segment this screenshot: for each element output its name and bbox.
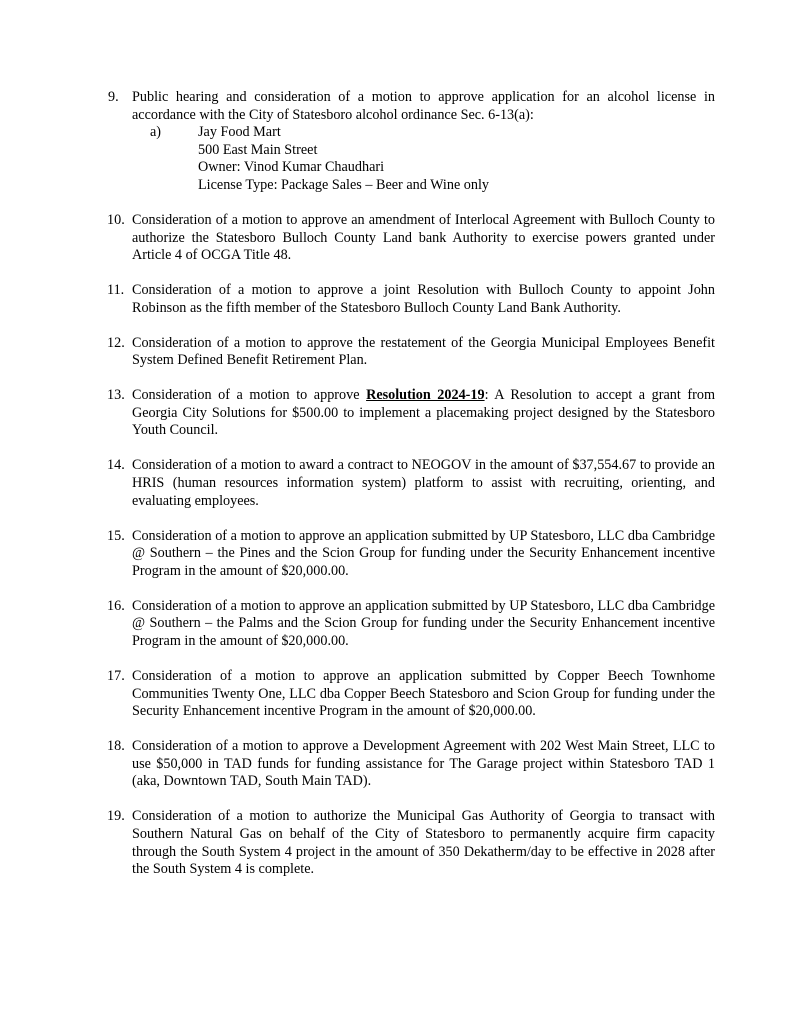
- license-type: License Type: Package Sales – Beer and Wine only: [198, 176, 490, 193]
- item-text: Public hearing and consideration of a motion to approve application for an alcohol license in accordance with the City of Statesboro alcohol ordinance Sec. 6-13(a):: [132, 89, 715, 123]
- agenda-item-13: [107, 387, 715, 440]
- agenda-item-19: [107, 808, 715, 878]
- business-name: Jay Food Mart: [198, 124, 281, 141]
- item-text: Consideration of a motion to authorize the Municipal Gas Authority of Georgia to transact with Southern Natural Gas on behalf of the City of Statesboro to permanently acquire firm capacity through the South System 4 project in the amount of 350 Dekatherm/day to be effective in 2028 after the South System 4 is complete.: [132, 808, 715, 878]
- item-number: 10.: [107, 211, 125, 228]
- item-text: Consideration of a motion to approve an application submitted by Copper Beech Townhome Communities Twenty One, LLC dba Copper Beech Statesboro and Scion Group for funding under the Security Enhancement incentive Program in the amount of $20,000.00.: [132, 667, 715, 720]
- resolution-number: Resolution 2024-19: [366, 387, 485, 404]
- item-text: Consideration of a motion to approve an amendment of Interlocal Agreement with Bulloch County to authorize the Statesboro Bulloch County Land bank Authority to exercise powers granted under Article 4 of OCGA Title 48.: [132, 211, 715, 264]
- agenda-item-10: [107, 212, 715, 265]
- business-address: 500 East Main Street: [198, 141, 318, 158]
- agenda-list: [107, 89, 715, 896]
- agenda-item-18: [107, 738, 715, 791]
- item-text: Consideration of a motion to award a contract to NEOGOV in the amount of $37,554.67 to provide an HRIS (human resources information system) platform to assist with recruiting, orienting, and evaluating employees.: [132, 457, 715, 509]
- item-number: 9.: [108, 89, 119, 105]
- item-text: Consideration of a motion to approve a Development Agreement with 202 West Main Street, LLC to use $50,000 in TAD funds for funding assistance for The Garage project within Statesboro TAD 1 (aka, Downtown TAD, South Main TAD).: [132, 738, 715, 790]
- item-number: 12.: [107, 334, 125, 351]
- item-text-after: : A Resolution to accept a grant from Georgia City Solutions for $500.00 to implement a placemaking project designed by the Statesboro Youth Council.: [132, 387, 715, 439]
- sub-item-label: a): [150, 124, 162, 141]
- item-number: 17.: [107, 667, 125, 684]
- agenda-item-16: [107, 598, 715, 651]
- item-text-before: Consideration of a motion to approve: [132, 387, 367, 404]
- agenda-item-14: [107, 457, 715, 510]
- item-number: 16.: [107, 597, 125, 614]
- agenda-item-11: [107, 282, 715, 317]
- item-number: 11.: [107, 282, 125, 299]
- item-number: 18.: [107, 738, 125, 755]
- business-owner: Owner: Vinod Kumar Chaudhari: [198, 159, 385, 176]
- item-number: 19.: [107, 808, 125, 825]
- item-text: [132, 387, 715, 440]
- item-number: 13.: [107, 387, 125, 404]
- agenda-item-15: [107, 528, 715, 581]
- sub-item-a: [132, 124, 715, 194]
- item-text: Consideration of a motion to approve a joint Resolution with Bulloch County to appoint John Robinson as the fifth member of the Statesboro Bulloch County Land Bank Authority.: [132, 282, 715, 316]
- agenda-item-17: [107, 668, 715, 721]
- item-text: Consideration of a motion to approve the restatement of the Georgia Municipal Employees Benefit System Defined Benefit Retirement Plan.: [132, 334, 715, 369]
- item-text: Consideration of a motion to approve an application submitted by UP Statesboro, LLC dba Cambridge @ Southern – the Palms and the Scion Group for funding under the Security Enhancement incentive Program in the amount of $20,000.00.: [132, 597, 715, 649]
- agenda-item-9: [107, 89, 715, 195]
- item-number: 14.: [107, 457, 125, 474]
- item-text: Consideration of a motion to approve an application submitted by UP Statesboro, LLC dba Cambridge @ Southern – the Pines and the Scion Group for funding under the Security Enhancement incentive Program in the amount of $20,000.00.: [132, 527, 715, 579]
- item-number: 15.: [107, 527, 125, 544]
- agenda-item-12: [107, 335, 715, 370]
